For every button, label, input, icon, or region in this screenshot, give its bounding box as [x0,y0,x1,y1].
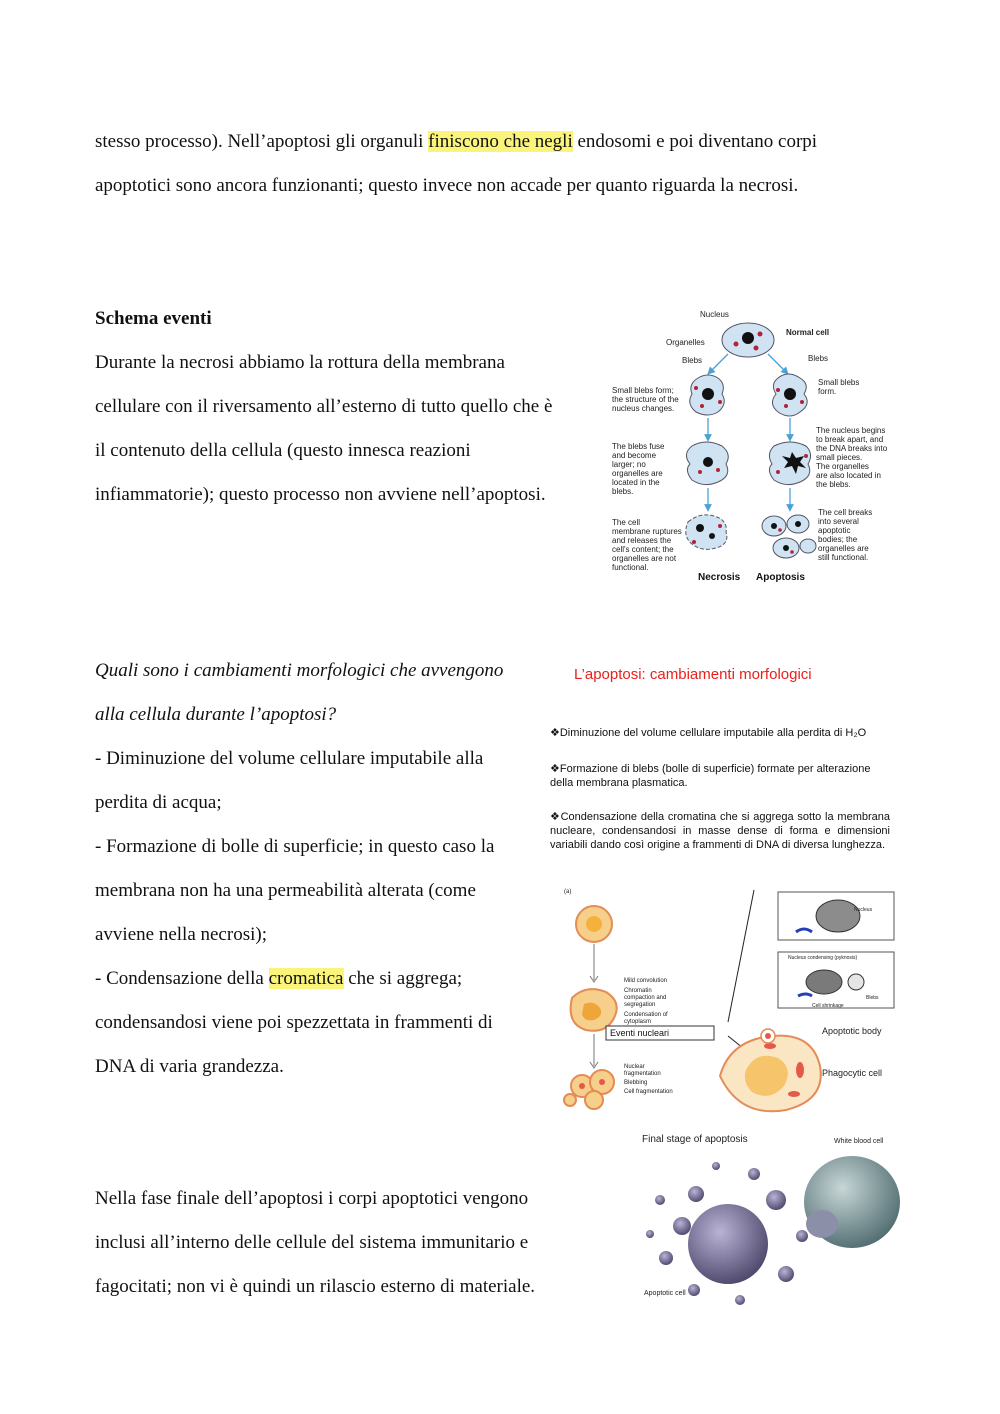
paragraph-line: perdita di acqua; [95,792,222,813]
label-blebs-right: Blebs [808,354,829,363]
final-stage-image [636,1130,906,1316]
label-cell-shrinkage: Cell shrinkage [812,1003,844,1009]
paragraph-line: fagocitati; non vi è quindi un rilascio esterno di materiale. [95,1276,536,1297]
label-blebs-box: Blebs [866,995,879,1001]
paragraph-line: avviene nella necrosi); [95,924,267,945]
label-organelles: Organelles [666,338,705,347]
highlight-text: finiscono che negli [428,131,573,152]
note-necrosis-2: The blebs fuse and become larger; no organelles are located in the blebs. [612,442,665,496]
paragraph-line: condensandosi viene poi spezzettata in frammenti di [95,1012,493,1033]
paragraph-line: infiammatorie); questo processo non avviene nell’apoptosi. [95,484,546,505]
note-apoptosis-1: Small blebs form. [818,378,860,396]
label-necrosis: Necrosis [698,572,741,583]
paragraph-line: inclusi all’interno delle cellule del sistema immunitario e [95,1232,529,1253]
intro-line-1: stesso processo). Nell’apoptosi gli organuli finiscono che negli endosomi e poi diventano corpi [95,131,818,152]
img-title: Final stage of apoptosis [642,1134,748,1145]
slide-title: L’apoptosi: cambiamenti morfologici [574,666,812,683]
label-apoptotic-body: Apoptotic body [822,1026,882,1036]
slide-bullet: ❖Formazione di blebs (bolle di superficie) formate per alterazione della membrana plasmatica. [550,763,871,789]
note-apoptosis-3: The cell breaks into several apoptotic bodies; the organelles are still functional. [818,508,873,562]
label-condensation: Condensation of cytoplasm [624,1012,668,1025]
label-blebs-left: Blebs [682,356,703,365]
label-pyknosis: Nucleus condensing (pyknosis) [788,955,858,961]
label-nucleus-box: Nucleus [854,907,873,913]
label-nucleus: Nucleus [700,310,729,319]
img-label-apoptotic-cell: Apoptotic cell [644,1290,686,1297]
label-mild: Mild convolution [624,978,668,984]
section-heading: Schema eventi [95,308,212,329]
paragraph-line: Durante la necrosi abbiamo la rottura della membrana [95,352,505,373]
label-chromatin: Chromatin compaction and segregation [624,988,667,1008]
label-a: (a) [564,889,572,895]
paragraph-line: - Condensazione della cromatica che si aggrega; [95,968,463,989]
highlight-text: cromatica [268,968,344,989]
necrosis-apoptosis-diagram [608,306,908,588]
question-line: alla cellula durante l’apoptosi? [95,704,337,725]
label-blebbing: Blebbing [624,1080,648,1086]
label-phagocytic-cell: Phagocytic cell [822,1068,883,1078]
apoptotic-cell-illustration [636,1130,906,1316]
label-cell-fragmentation: Cell fragmentation [624,1089,673,1095]
slide-bullet: ❖Diminuzione del volume cellulare imputabile alla perdita di H₂O [550,727,867,739]
slide-bullet: ❖Condensazione della cromatina che si aggrega sotto la membrana nucleare, condensandosi in masse dense di forma e dimensioni variabili dando così origine a frammenti di DNA di diversa lunghezza. [550,811,890,851]
paragraph-line: il contenuto della cellula (questo innesca reazioni [95,440,471,461]
note-necrosis-3: The cell membrane ruptures and releases the cell's content; the organelles are not functional. [612,518,682,572]
label-normal-cell: Normal cell [786,328,830,337]
apoptosis-stages-illustration [548,886,898,1120]
apoptosis-slide [548,660,898,1120]
paragraph-line: - Diminuzione del volume cellulare imputabile alla [95,748,484,769]
label-eventi-nucleari: Eventi nucleari [610,1028,670,1038]
note-necrosis-1: Small blebs form; the structure of the nucleus changes. [612,386,679,413]
paragraph-line: DNA di varia grandezza. [95,1056,284,1077]
label-nuclear-fragmentation: Nuclear fragmentation [624,1064,661,1077]
note-apoptosis-2: The nucleus begins to break apart, and the DNA breaks into small pieces. The organelles are also located in the blebs. [816,426,888,489]
paragraph-line: cellulare con il riversamento all’esterno di tutto quello che è [95,396,553,417]
label-apoptosis: Apoptosis [756,572,805,583]
intro-line-2: apoptotici sono ancora funzionanti; questo invece non accade per quanto riguarda la necrosi. [95,175,799,196]
paragraph-line: - Formazione di bolle di superficie; in questo caso la [95,836,495,857]
img-label-wbc: White blood cell [834,1138,884,1145]
question-line: Quali sono i cambiamenti morfologici che avvengono [95,660,504,681]
paragraph-line: membrana non ha una permeabilità alterata (come [95,880,476,901]
paragraph-line: Nella fase finale dell’apoptosi i corpi apoptotici vengono [95,1188,529,1209]
